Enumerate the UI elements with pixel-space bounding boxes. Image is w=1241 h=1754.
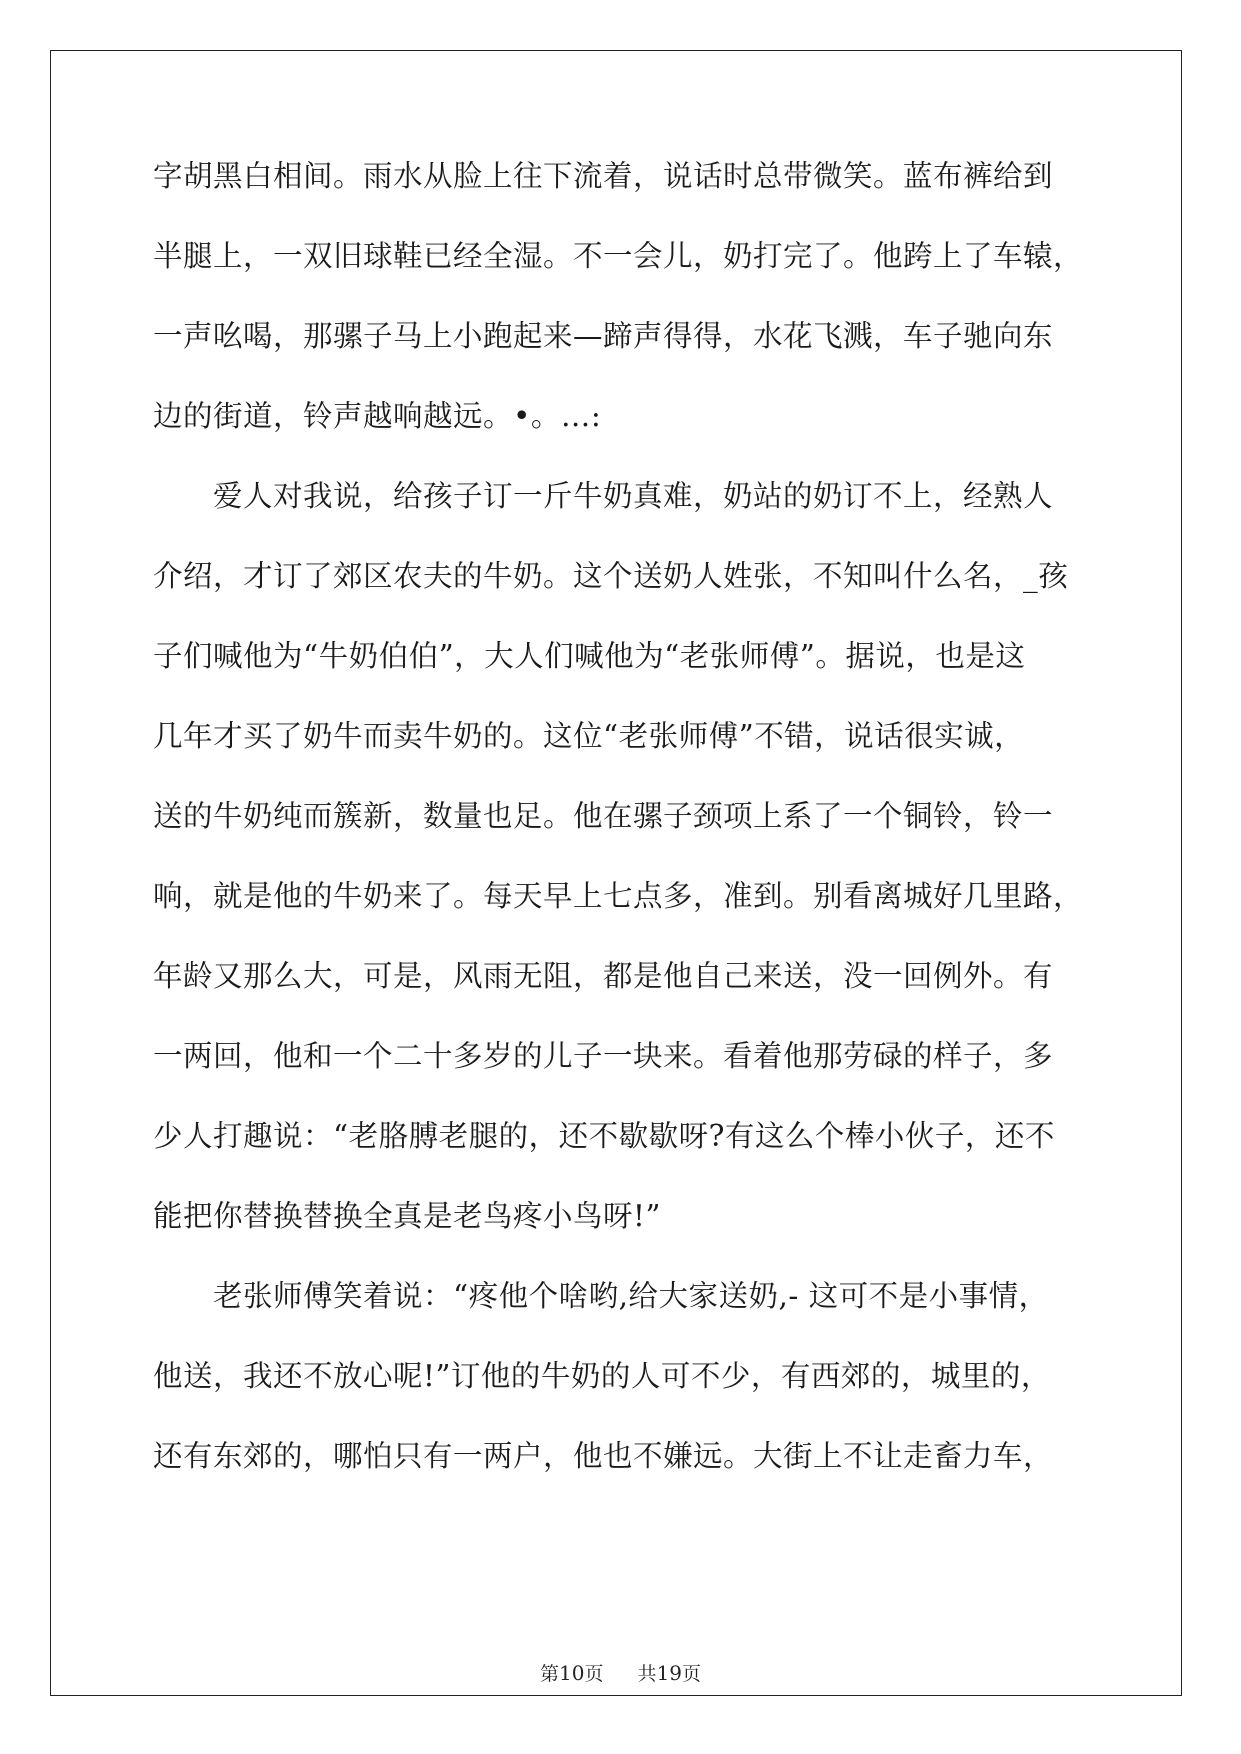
total-suffix: 页 — [682, 1663, 702, 1685]
text-line: 介绍，才订了郊区农夫的牛奶。这个送奶人姓张，不知叫什么名，_孩 — [153, 559, 1069, 593]
text-line: 响，就是他的牛奶来了。每天早上七点多，准到。别看离城好几里路， — [153, 879, 1084, 913]
text-line: 送的牛奶纯而簇新，数量也足。他在骡子颈项上系了一个铜铃，铃一 — [153, 799, 1054, 833]
text-line: 字胡黑白相间。雨水从脸上往下流着，说话时总带微笑。蓝布裤给到 — [153, 159, 1054, 193]
page-current: 10 — [558, 1661, 585, 1685]
text-line: 他送，我还不放心呢!”订他的牛奶的人可不少，有西郊的，城里的， — [153, 1359, 1051, 1393]
page-prefix: 第 — [539, 1663, 559, 1685]
page-suffix: 页 — [584, 1663, 604, 1685]
text-line: 一两回，他和一个二十多岁的儿子一块来。看着他那劳碌的样子，多 — [153, 1039, 1054, 1073]
total-prefix: 共 — [637, 1663, 657, 1685]
text-line: 子们喊他为“牛奶伯伯”，大人们喊他为“老张师傅”。据说，也是这 — [153, 639, 1026, 673]
page-footer — [0, 1662, 1241, 1685]
text-line: 一声吆喝，那骡子马上小跑起来—蹄声得得，水花飞溅，车子驰向东 — [153, 319, 1054, 353]
text-line: 爱人对我说，给孩子订一斤牛奶真难，奶站的奶订不上，经熟人 — [153, 479, 1054, 513]
page-total: 19 — [656, 1661, 683, 1685]
text-line: 几年才买了奶牛而卖牛奶的。这位“老张师傅”不错，说话很实诚， — [153, 719, 1025, 753]
text-line: 还有东郊的，哪怕只有一两户，他也不嫌远。大街上不让走畜力车， — [153, 1439, 1054, 1473]
text-line: 半腿上，一双旧球鞋已经全湿。不一会儿，奶打完了。他跨上了车辕， — [153, 239, 1084, 273]
text-line: 边的街道，铃声越响越远。•。…: — [153, 399, 602, 433]
page-number-label — [540, 1663, 610, 1685]
body-text — [153, 160, 1093, 1520]
text-line: 少人打趣说：“老胳膊老腿的，还不歇歇呀?有这么个棒小伙子，还不 — [153, 1119, 1055, 1153]
text-line: 年龄又那么大，可是，风雨无阻，都是他自己来送，没一回例外。有 — [153, 959, 1054, 993]
text-line: 老张师傅笑着说：“疼他个啥哟,给大家送奶,- 这可不是小事情， — [153, 1279, 1049, 1313]
text-line: 能把你替换替换全真是老鸟疼小鸟呀!” — [153, 1199, 661, 1233]
page-total-label — [638, 1663, 701, 1685]
